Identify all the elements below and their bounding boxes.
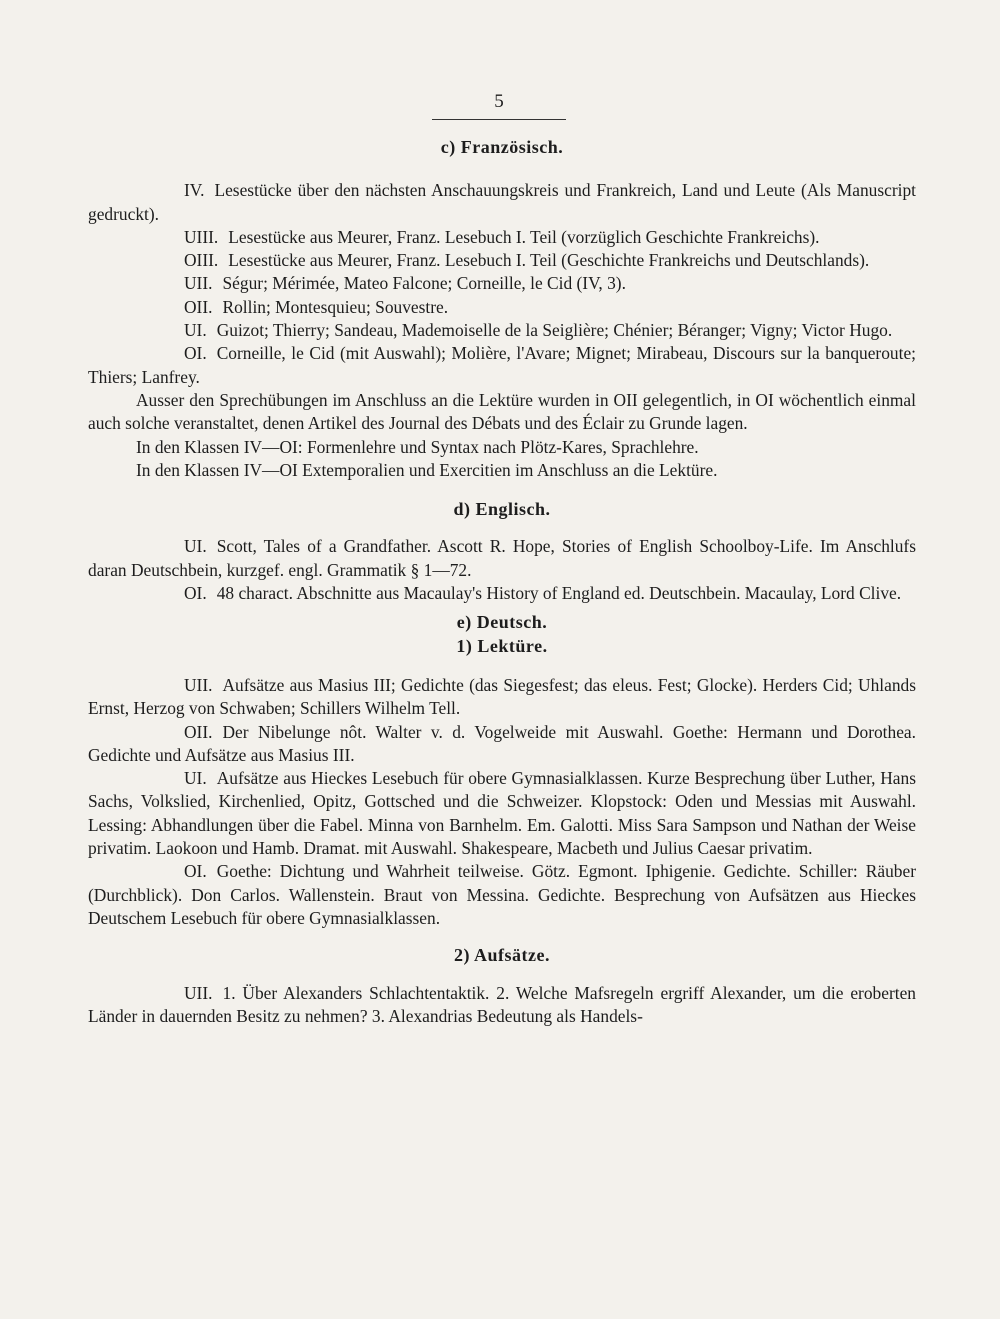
class-label: OIII. <box>184 250 219 271</box>
class-label: UII. <box>184 982 213 1003</box>
page-number-rule <box>432 119 566 120</box>
class-label: UII. <box>184 273 213 294</box>
deutsch-item-uii <box>88 674 916 721</box>
section-heading-englisch: d) Englisch. <box>453 499 551 520</box>
franz-paragraph-sprechuebungen: Ausser den Sprechübungen im Anschluss an die Lektüre wurden in OII gelegentlich, in OI wöchentlich einmal auch solche veranstaltet, denen Artikel des Journal des Débats und des Éclair zu Grunde lagen. <box>88 389 916 434</box>
class-label: UI. <box>184 536 207 557</box>
section-heading-deutsch: e) Deutsch. <box>456 612 548 633</box>
item-text: 1. Über Alexanders Schlachtentaktik. 2. Welche Mafsregeln ergriff Alexander, um die eroberten Länder in dauernden Besitz zu nehmen? 3. Alexandrias Bedeutung als Handels- <box>88 982 916 1026</box>
item-text: Rollin; Montesquieu; Souvestre. <box>222 296 449 317</box>
item-text: 48 charact. Abschnitte aus Macaulay's History of England ed. Deutschbein. Macaulay, Lord Clive. <box>216 583 902 604</box>
engl-item-ui <box>88 535 916 582</box>
subsection-heading-lektuere: 1) Lektüre. <box>456 635 548 656</box>
franz-item-oii <box>88 296 916 319</box>
page-body <box>88 136 916 1028</box>
class-label: UI. <box>184 320 207 341</box>
class-label: OI. <box>184 343 207 364</box>
franz-item-oiii <box>88 249 916 272</box>
item-text: Lesestücke über den nächsten Anschauungskreis und Frankreich, Land und Leute (Als Manuscript gedruckt). <box>88 180 916 224</box>
aufsaetze-item-uii <box>88 982 916 1029</box>
franz-paragraph-extemporalien: In den Klassen IV—OI Extemporalien und Exercitien im Anschluss an die Lektüre. <box>136 459 718 480</box>
item-text: Lesestücke aus Meurer, Franz. Lesebuch I. Teil (Geschichte Frankreichs und Deutschlands). <box>228 250 870 271</box>
item-text: Lesestücke aus Meurer, Franz. Lesebuch I. Teil (vorzüglich Geschichte Frankreichs). <box>228 226 820 247</box>
item-text: Scott, Tales of a Grandfather. Ascott R. Hope, Stories of English Schoolboy-Life. Im Anschlufs daran Deutschbein, kurzgef. engl. Grammatik § 1—72. <box>88 536 916 580</box>
item-text: Guizot; Thierry; Sandeau, Mademoiselle de la Seiglière; Chénier; Béranger; Vigny; Victor Hugo. <box>216 320 893 341</box>
engl-item-oi <box>88 582 916 605</box>
franz-item-uiii <box>88 226 916 249</box>
page-number: 5 <box>494 91 504 112</box>
class-label: OII. <box>184 296 213 317</box>
class-label: UI. <box>184 768 207 789</box>
class-label: UII. <box>184 674 213 695</box>
class-label: OI. <box>184 583 207 604</box>
item-text: Ségur; Mérimée, Mateo Falcone; Corneille, le Cid (IV, 3). <box>222 273 626 294</box>
item-text: Aufsätze aus Hieckes Lesebuch für obere Gymnasialklassen. Kurze Besprechung über Luther, Hans Sachs, Volkslied, Kirchenlied, Opitz, Gottsched und die Schweizer. Klopstock: Oden und Messias mit Auswahl. Lessing: Abhandlungen über die Fabel. Minna von Barnhelm. Em. Galotti. Miss Sara Sampson und Nathan der Weise privatim. Laokoon und Hamb. Dramat. mit Auswahl. Shakespeare, Macbeth und Julius Caesar privatim. <box>88 768 916 859</box>
item-text: Aufsätze aus Masius III; Gedichte (das Siegesfest; das eleus. Fest; Glocke). Herders Cid; Uhlands Ernst, Herzog von Schwaben; Schillers Wilhelm Tell. <box>88 674 916 719</box>
franz-item-iv <box>88 179 916 226</box>
deutsch-item-oi <box>88 860 916 930</box>
class-label: UIII. <box>184 226 219 247</box>
class-label: OII. <box>184 721 213 742</box>
item-text: Corneille, le Cid (mit Auswahl); Molière, l'Avare; Mignet; Mirabeau, Discours sur la banqueroute; Thiers; Lanfrey. <box>88 343 916 387</box>
class-label: IV. <box>184 180 205 201</box>
item-text: Der Nibelunge nôt. Walter v. d. Vogelweide mit Auswahl. Goethe: Hermann und Dorothea. Gedichte und Aufsätze aus Masius III. <box>88 721 916 765</box>
subsection-heading-aufsaetze: 2) Aufsätze. <box>454 945 550 966</box>
item-text: Goethe: Dichtung und Wahrheit teilweise. Götz. Egmont. Iphigenie. Gedichte. Schiller: Räuber (Durchblick). Don Carlos. Wallenstein. Braut von Messina. Gedichte. Besprechung von Aufsätzen aus Hieckes Deutschem Lesebuch für obere Gymnasialklassen. <box>88 861 916 928</box>
franz-item-ui <box>88 319 916 342</box>
section-heading-franzoesisch: c) Französisch. <box>440 137 564 157</box>
class-label: OI. <box>184 861 207 882</box>
deutsch-item-oii <box>88 721 916 768</box>
franz-item-oi <box>88 342 916 389</box>
franz-item-uii <box>88 272 916 295</box>
deutsch-item-ui <box>88 767 916 860</box>
franz-paragraph-formenlehre: In den Klassen IV—OI: Formenlehre und Syntax nach Plötz-Kares, Sprachlehre. <box>136 436 699 457</box>
